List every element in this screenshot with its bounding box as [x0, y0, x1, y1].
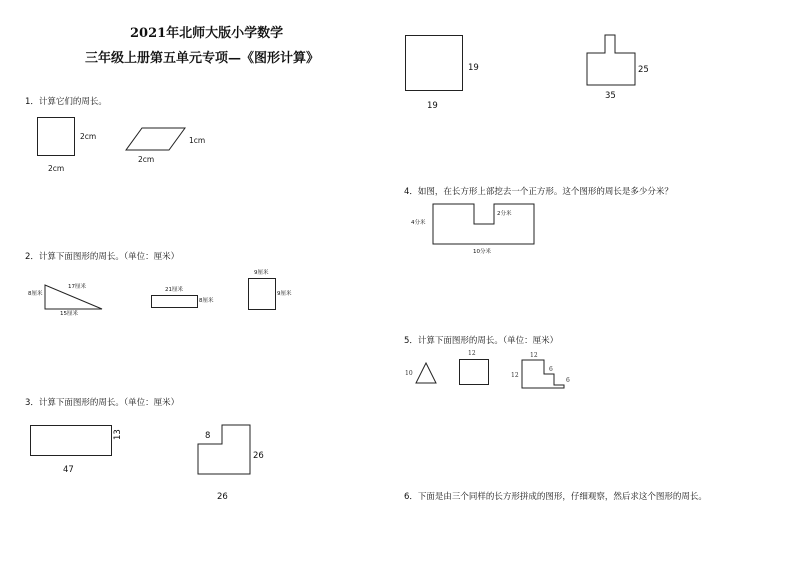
- q5-triangle: [414, 361, 439, 386]
- q1-parallelogram-side-label: 1cm: [189, 136, 206, 145]
- q3-shape-bottom-label: 26: [217, 492, 228, 502]
- q5-square: [459, 359, 489, 385]
- q4-left-label: 4分米: [411, 220, 426, 226]
- q2-triangle-left-label: 8厘米: [28, 291, 43, 297]
- question-5-text: 5．计算下面图形的周长。（单位：厘米）: [404, 336, 559, 346]
- top-right-shape: [585, 33, 640, 88]
- q1-parallelogram: [120, 125, 190, 155]
- q3-shape-notch-label: 8: [205, 431, 211, 441]
- q2-rectangle-top-label: 21厘米: [165, 287, 183, 293]
- q3-shape-right-label: 26: [253, 451, 264, 461]
- q5-shape-mid-label: 6: [549, 366, 553, 373]
- top-right-square-right-label: 19: [468, 63, 479, 73]
- question-2-text: 2．计算下面图形的周长。（单位：厘米）: [25, 252, 180, 262]
- q5-shape-left-label: 12: [511, 372, 519, 379]
- q1-square: [37, 117, 75, 156]
- q3-rectangle: [30, 425, 112, 456]
- title-line-2: 三年级上册第五单元专项—《图形计算》: [85, 51, 320, 66]
- q2-square-top-label: 9厘米: [254, 270, 269, 276]
- question-3-text: 3．计算下面图形的周长。（单位：厘米）: [25, 398, 180, 408]
- q2-triangle-hyp-label: 17厘米: [68, 284, 86, 290]
- title-line-1: 2021年北师大版小学数学: [130, 26, 284, 41]
- q4-notch-label: 2分米: [497, 211, 512, 217]
- q4-bottom-label: 10分米: [473, 249, 491, 255]
- question-4-text: 4．如图，在长方形上部挖去一个正方形。这个图形的周长是多少分米？: [404, 187, 673, 197]
- q1-square-side-label: 2cm: [80, 132, 97, 141]
- q5-shape-top-label: 12: [530, 352, 538, 359]
- top-right-shape-right-label: 25: [638, 65, 649, 75]
- q5-shape: [520, 358, 570, 393]
- q2-rectangle-right-label: 8厘米: [199, 298, 214, 304]
- top-right-square: [405, 35, 463, 91]
- q4-shape: [430, 202, 540, 247]
- q1-parallelogram-bottom-label: 2cm: [138, 155, 155, 164]
- question-1-text: 1．计算它们的周长。: [25, 97, 107, 107]
- q3-shape: [195, 422, 255, 477]
- q2-square: [248, 278, 276, 310]
- top-right-shape-bottom-label: 35: [605, 91, 616, 101]
- q3-rectangle-bottom-label: 47: [63, 465, 74, 475]
- q2-triangle-bottom-label: 15厘米: [60, 311, 78, 317]
- q2-rectangle: [151, 295, 198, 308]
- top-right-square-bottom-label: 19: [427, 101, 438, 111]
- q5-shape-right-label: 6: [566, 377, 570, 384]
- q1-square-bottom-label: 2cm: [48, 164, 65, 173]
- q3-rectangle-right-label: 13: [113, 429, 123, 440]
- q2-square-right-label: 9厘米: [277, 291, 292, 297]
- q5-triangle-side-label: 10: [405, 370, 413, 377]
- q5-square-top-label: 12: [468, 350, 476, 357]
- question-6-text: 6．下面是由三个同样的长方形拼成的图形，仔细观察，然后求这个图形的周长。: [404, 492, 707, 502]
